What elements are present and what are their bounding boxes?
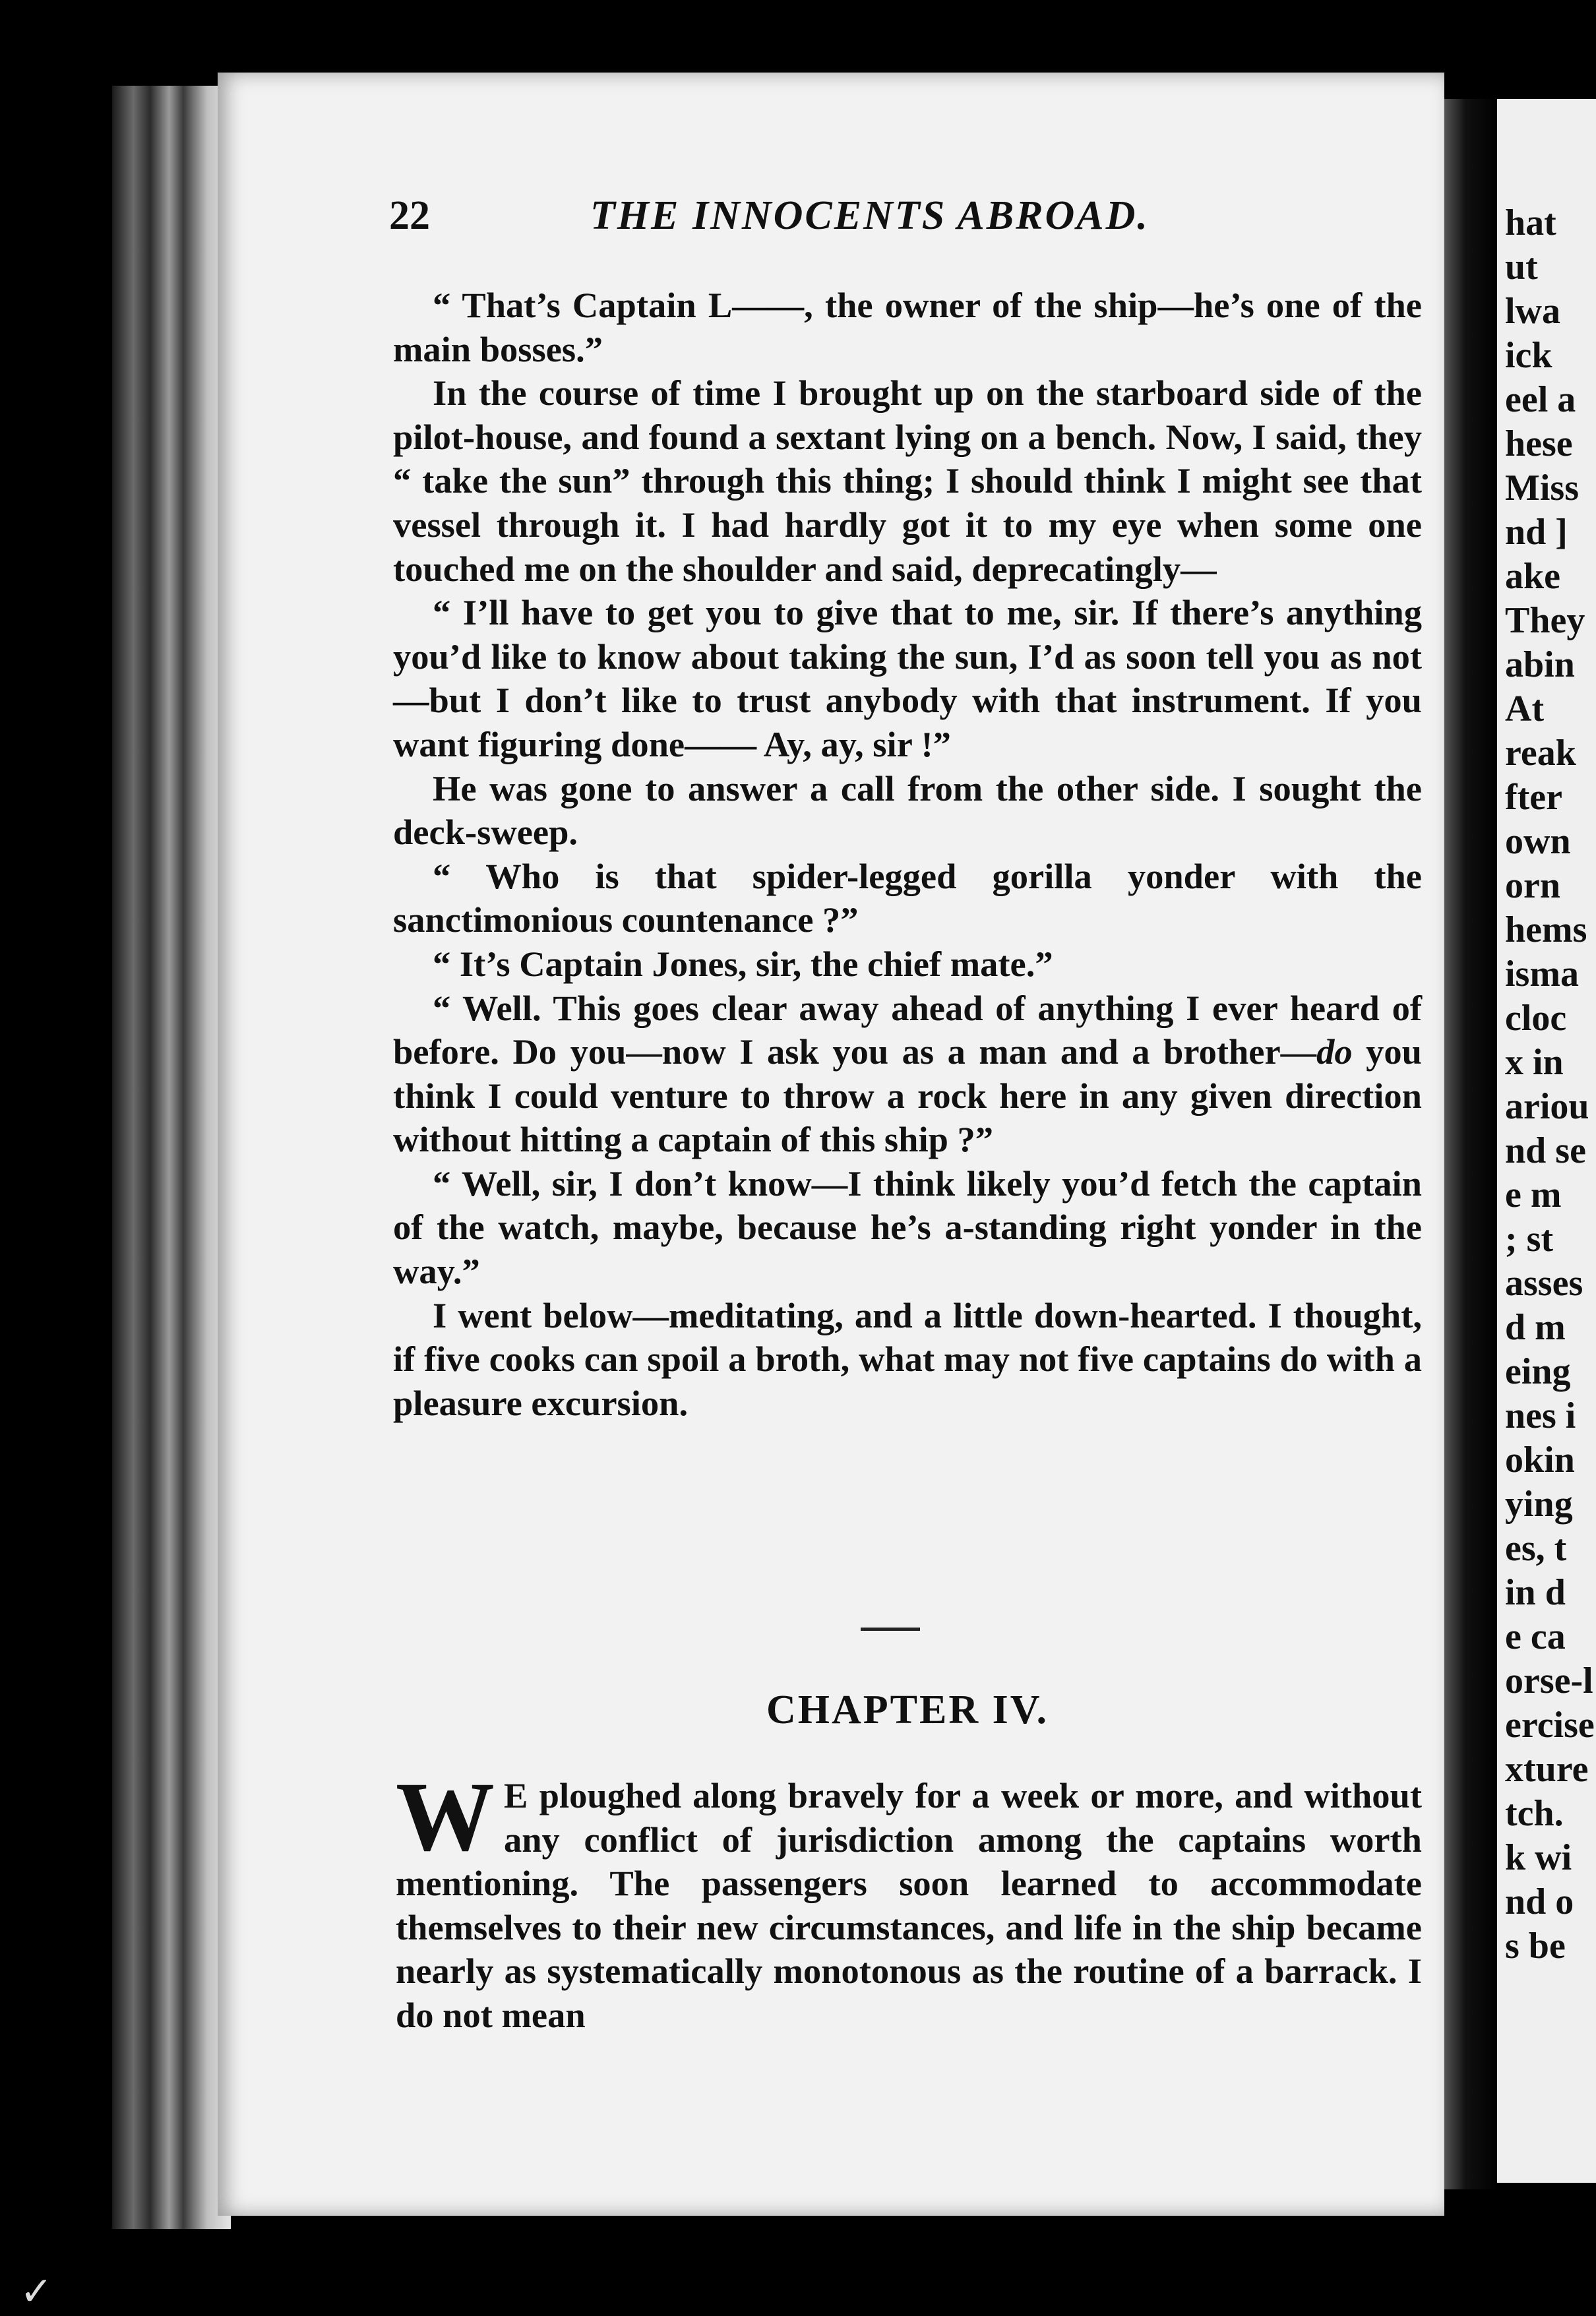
paragraph: I went below—meditating, and a little down-hearted. I thought, if five cooks can spoil a broth, what may not five captains do with a pleasure excursion. [393,1295,1422,1423]
adjacent-page-fragment: They [1505,600,1585,641]
chapter-heading: CHAPTER IV. [766,1688,1049,1732]
adjacent-page-fragment: ut [1505,247,1538,288]
chapter-paragraph [396,1762,1422,2038]
adjacent-page-fragment: cloc [1505,998,1567,1039]
section-divider [861,1628,920,1631]
adjacent-page-fragment: okin [1505,1440,1575,1480]
adjacent-page-fragment: hems [1505,909,1587,950]
chapter-opening [396,1762,1422,2038]
adjacent-page-fragment: own [1505,821,1571,862]
paragraph: In the course of time I brought up on the starboard side of the pilot-house, and found a sextant lying on a bench. Now, I said, they “ take the sun” through this thing; I should think I might see that vessel through it. I had hardly got it to my eye when some one touched me on the shoulder and said, deprecatingly— [393,373,1422,589]
adjacent-page-fragment: abin [1505,644,1575,685]
paragraph [393,987,1422,1162]
page-number: 22 [389,193,430,238]
adjacent-page-fragment: nd ] [1505,512,1568,553]
paragraph: “ That’s Captain L——, the owner of the ship—he’s one of the main bosses.” [393,285,1422,369]
paragraph-text: “ Well. This goes clear away ahead of anything I ever heard of before. Do you—now I ask you as a man and a brother— [393,987,1422,1072]
body-text [393,284,1422,1425]
adjacent-page-fragment: hat [1505,202,1556,243]
paragraph: He was gone to answer a call from the other side. I sought the deck-sweep. [393,768,1422,853]
adjacent-page-fragment: s be [1505,1926,1566,1966]
book-spine [112,86,231,2229]
adjacent-page-fragment: d m [1505,1307,1566,1348]
adjacent-page-fragment: reak [1505,733,1576,774]
adjacent-page-fragment: eel a [1505,379,1576,420]
adjacent-page-fragment: lwa [1505,291,1560,332]
adjacent-page-fragment: orse-l [1505,1661,1593,1701]
scan-mark: ✓ [20,2269,53,2315]
adjacent-page-fragment: e ca [1505,1616,1566,1657]
adjacent-page-fragment: orn [1505,865,1560,906]
italic-word: do [1316,1031,1353,1072]
adjacent-page-fragment: k wi [1505,1837,1572,1878]
adjacent-page-fragment: ercise [1505,1705,1595,1746]
adjacent-page-fragment: x in [1505,1042,1564,1083]
running-title: THE INNOCENTS ABROAD. [590,193,1150,238]
adjacent-page-fragment: ariou [1505,1086,1589,1127]
adjacent-page-fragment: e m [1505,1174,1562,1215]
adjacent-page-fragment: ake [1505,556,1560,597]
adjacent-page-fragment: ; st [1505,1219,1554,1260]
adjacent-page-fragment: nd se [1505,1130,1586,1171]
adjacent-page-fragment: isma [1505,954,1579,994]
adjacent-page-fragment: Miss [1505,468,1579,508]
adjacent-page-fragment: nd o [1505,1881,1574,1922]
adjacent-page-fragment: nes i [1505,1395,1576,1436]
drop-cap: W [396,1762,495,1872]
adjacent-page-fragment: in d [1505,1572,1566,1613]
adjacent-page [1497,99,1596,2183]
page-gutter-shadow [1444,99,1497,2189]
adjacent-page-fragment: es, t [1505,1528,1567,1569]
adjacent-page-fragment: eing [1505,1351,1571,1392]
adjacent-page-fragment: tch. [1505,1793,1564,1834]
adjacent-page-fragment: ick [1505,335,1552,376]
paragraph-text: you think I could venture to throw a rock here in any given direction without hitting a captain of this ship ?” [393,1031,1422,1160]
adjacent-page-fragment: asses [1505,1263,1583,1304]
adjacent-page-fragment: At [1505,688,1545,729]
adjacent-page-fragment: fter [1505,777,1563,818]
adjacent-page-fragment: ying [1505,1484,1573,1525]
chapter-paragraph-text: ploughed along bravely for a week or more, and without any conflict of jurisdiction among the captains worth mentioning. The passengers soon learned to accommodate themselves to their new circumstances, and life in the ship became nearly as systematically monotonous as the routine of a barrack. I do not mean [396,1775,1422,2035]
paragraph: “ I’ll have to get you to give that to me, sir. If there’s anything you’d like to know about taking the sun, I’d as soon tell you as not—but I don’t like to trust anybody with that instrument. If you want figuring done—— Ay, ay, sir !” [393,592,1422,764]
paragraph: “ Well, sir, I don’t know—I think likely you’d fetch the captain of the watch, maybe, because he’s a-standing right yonder in the way.” [393,1163,1422,1292]
adjacent-page-fragment: xture [1505,1749,1589,1790]
paragraph: “ It’s Captain Jones, sir, the chief mate.” [433,943,1053,984]
first-word-rest: E [504,1775,528,1815]
adjacent-page-fragment: hese [1505,423,1573,464]
paragraph: “ Who is that spider-legged gorilla yonder with the sanctimonious countenance ?” [393,855,1422,940]
page-header [389,193,1425,245]
